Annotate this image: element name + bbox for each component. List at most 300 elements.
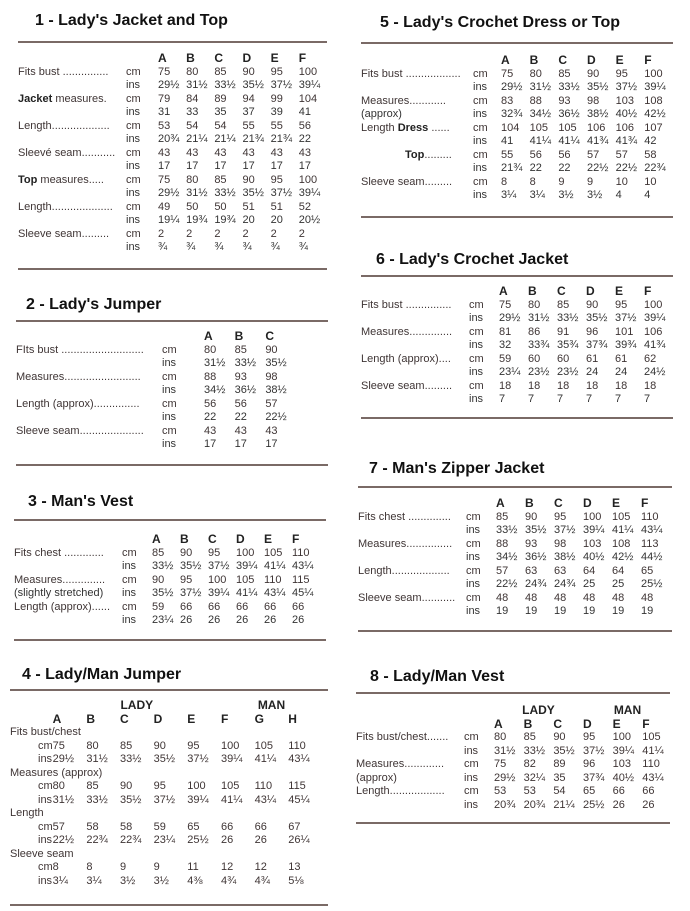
size-value: 63 xyxy=(554,564,567,577)
size-header-row xyxy=(14,533,320,547)
size-value: 41¾ xyxy=(644,339,666,351)
table-row xyxy=(361,393,673,407)
table-row xyxy=(361,380,673,394)
size-value: 62 xyxy=(644,352,657,365)
size-value: 58 xyxy=(119,820,133,833)
table-row xyxy=(358,578,670,592)
size-value: 55 xyxy=(242,119,255,132)
size-value: 98 xyxy=(554,537,567,550)
size-value: 89 xyxy=(214,92,227,105)
size-value: 110 xyxy=(254,780,273,792)
size-value: ¾ xyxy=(158,241,168,253)
size-value: 31½ xyxy=(186,187,208,199)
size-value: 66 xyxy=(642,785,655,797)
table-row xyxy=(14,547,320,561)
row-label: Fits chest ............. xyxy=(14,546,104,559)
size-value: 85 xyxy=(496,510,509,523)
unit-label: cm xyxy=(466,591,481,604)
size-value: 85 xyxy=(558,67,571,80)
size-value: 90 xyxy=(586,298,599,311)
row-label xyxy=(18,241,126,255)
size-value: 45¼ xyxy=(288,793,310,806)
size-value: 31½ xyxy=(529,81,552,93)
size-value: 53 xyxy=(494,785,507,797)
size-value: 21¾ xyxy=(270,133,293,145)
size-letter-a: A xyxy=(52,711,62,726)
row-label xyxy=(18,187,126,201)
size-value: 59 xyxy=(152,600,165,613)
size-value: 21¼ xyxy=(186,133,208,145)
size-value: 20½ xyxy=(298,214,321,226)
size-value: 10 xyxy=(644,175,657,188)
row-label xyxy=(16,384,162,398)
size-value: 37½ xyxy=(270,79,293,91)
size-value: 86 xyxy=(528,325,541,338)
row-label xyxy=(361,189,473,203)
size-value: 80 xyxy=(494,731,507,743)
row-label xyxy=(358,605,466,619)
size-value: 90 xyxy=(153,739,166,752)
size-value: 17 xyxy=(270,160,283,172)
size-value: 110 xyxy=(642,758,660,770)
size-value: 110 xyxy=(264,573,282,586)
size-value: 18 xyxy=(586,379,599,392)
size-value: 31½ xyxy=(528,312,550,324)
size-value: 22 xyxy=(234,411,247,423)
table-row xyxy=(18,241,327,255)
size-letter-c: C xyxy=(554,496,563,510)
row-label: Fits bust ............... xyxy=(361,298,452,311)
size-value: 25 xyxy=(583,578,596,590)
row-label-rest: ......... xyxy=(424,148,452,161)
size-value: 115 xyxy=(288,780,306,792)
unit-label: ins xyxy=(469,339,484,351)
size-value: 31½ xyxy=(494,744,516,757)
unit-label: cm xyxy=(122,546,137,559)
size-value: 35½ xyxy=(525,524,547,536)
unit-label: cm xyxy=(473,67,488,80)
size-value: 95 xyxy=(187,739,200,752)
unit-label: ins xyxy=(162,384,177,396)
size-value: 21¼ xyxy=(214,133,236,145)
size-value: 12 xyxy=(254,861,267,873)
size-table xyxy=(356,704,672,812)
size-value: 98 xyxy=(586,94,600,107)
size-value: 94 xyxy=(242,92,255,105)
size-value: 90 xyxy=(119,780,133,792)
size-value: 3¼ xyxy=(52,874,68,887)
size-value: 103 xyxy=(583,537,602,550)
row-label: Measures......................... xyxy=(16,370,141,383)
size-value: 66 xyxy=(612,785,625,797)
unit-label: ins xyxy=(473,135,488,147)
size-value: 22 xyxy=(558,162,571,174)
size-value: 43 xyxy=(242,146,255,159)
row-label xyxy=(361,312,469,326)
size-value: 80 xyxy=(186,173,199,186)
table-row xyxy=(18,174,327,188)
size-value: 85 xyxy=(234,343,247,356)
size-letter-b: B xyxy=(525,496,534,510)
size-value: 37½ xyxy=(187,753,209,765)
size-value: 37½ xyxy=(180,587,202,599)
divider xyxy=(358,630,672,632)
group-name: Length xyxy=(10,807,44,819)
size-value: 66 xyxy=(180,600,193,613)
size-value: 35½ xyxy=(153,753,176,765)
size-value: 100 xyxy=(644,298,663,311)
size-table xyxy=(14,533,320,628)
table-row xyxy=(361,81,673,95)
size-value: 80 xyxy=(204,343,217,356)
size-value: 31 xyxy=(158,106,171,118)
size-value: 20¾ xyxy=(158,133,180,145)
size-value: 39¼ xyxy=(612,744,635,757)
size-value: 7 xyxy=(557,393,564,405)
size-value: ¾ xyxy=(242,241,252,253)
size-value: 40½ xyxy=(612,771,635,784)
size-value: 24 xyxy=(615,366,628,378)
size-value: 23¼ xyxy=(499,366,521,378)
size-value: 19 xyxy=(583,605,596,617)
table-row xyxy=(356,758,672,772)
size-value: 19 xyxy=(612,605,625,617)
size-value: 43 xyxy=(265,424,278,437)
size-letter-f: F xyxy=(298,51,307,65)
size-value: 66 xyxy=(208,600,221,613)
header-spacer xyxy=(18,52,126,66)
size-letter-b: B xyxy=(528,284,537,298)
size-value: 37½ xyxy=(153,793,176,806)
row-label-bold: Jacket xyxy=(18,92,53,105)
size-value: 19¼ xyxy=(158,214,180,226)
unit-label: cm xyxy=(162,397,177,410)
unit-label: cm xyxy=(162,424,177,437)
header-spacer xyxy=(361,285,469,299)
row-label: Length (approx)...... xyxy=(14,600,110,613)
size-value: ¾ xyxy=(214,241,224,253)
size-letter-e: E xyxy=(615,284,624,298)
table-row xyxy=(16,425,296,439)
size-value: 20¾ xyxy=(523,798,546,811)
table-row xyxy=(10,875,322,889)
size-table xyxy=(18,52,327,255)
size-value: 50 xyxy=(214,200,227,213)
size-value: 22¾ xyxy=(644,162,666,174)
size-value: 22½ xyxy=(265,411,287,423)
table-row xyxy=(358,551,670,565)
size-value: 22½ xyxy=(496,578,518,590)
unit-label: cm xyxy=(473,148,488,161)
group-name: Sleeve seam xyxy=(10,847,74,860)
size-value: 22¾ xyxy=(86,834,108,846)
table-row xyxy=(356,799,672,813)
size-value: 95 xyxy=(270,173,283,186)
table-row xyxy=(18,79,327,93)
unit-label: cm xyxy=(38,780,53,792)
table-row xyxy=(358,524,670,538)
row-label: (slightly stretched) xyxy=(14,587,104,599)
size-value: 67 xyxy=(288,820,301,833)
size-value: 106 xyxy=(644,325,663,338)
size-letter-f: F xyxy=(642,716,650,731)
row-label: Fits bust .................. xyxy=(361,67,461,80)
table-row xyxy=(361,176,673,190)
size-value: 39¾ xyxy=(615,339,637,351)
size-value: 4¾ xyxy=(254,874,270,887)
size-header-row xyxy=(358,497,670,511)
size-value: 39¼ xyxy=(298,79,321,91)
header-spacer xyxy=(14,533,122,547)
size-value: 3½ xyxy=(586,189,603,201)
size-value: 39 xyxy=(270,106,283,118)
size-value: 57 xyxy=(52,820,65,833)
size-letter-e: E xyxy=(270,51,279,65)
table-row xyxy=(10,834,322,848)
unit-label: ins xyxy=(473,189,488,201)
size-letter-d: D xyxy=(586,53,596,67)
unit-label: ins xyxy=(466,551,481,563)
size-value: 31½ xyxy=(186,79,208,91)
size-value: 3½ xyxy=(153,874,169,887)
size-value: 29½ xyxy=(52,753,75,765)
size-letter-g: G xyxy=(254,711,264,726)
unit-label: ins xyxy=(469,393,484,405)
size-value: 2 xyxy=(270,227,277,240)
row-label xyxy=(361,135,473,149)
header-spacer xyxy=(358,497,466,511)
size-letter-e: E xyxy=(264,532,273,546)
size-value: 39¼ xyxy=(236,560,258,572)
size-value: 96 xyxy=(586,325,599,338)
row-label xyxy=(361,81,473,95)
unit-label: cm xyxy=(126,92,141,105)
table-row xyxy=(361,326,673,340)
size-value: 100 xyxy=(644,67,663,80)
row-label xyxy=(18,174,126,188)
size-value: 22 xyxy=(298,133,312,145)
row-label: Length................... xyxy=(18,119,110,132)
row-label: Measures.............. xyxy=(14,573,106,586)
header-spacer xyxy=(10,713,53,727)
size-letter-e: E xyxy=(187,711,196,726)
size-value: 36½ xyxy=(234,384,257,396)
size-value: 43¼ xyxy=(641,524,663,536)
size-value: 93 xyxy=(558,94,571,107)
divider xyxy=(14,639,326,641)
row-label: Measures............ xyxy=(361,94,446,107)
size-value: 9 xyxy=(586,175,594,188)
unit-label: ins xyxy=(162,357,177,369)
row-label: Sleevé seam........... xyxy=(18,146,116,159)
size-letter-b: B xyxy=(86,711,95,726)
table-row xyxy=(361,135,673,149)
size-value: 41¼ xyxy=(220,793,243,806)
header-spacer xyxy=(361,54,473,68)
divider xyxy=(16,464,328,466)
size-value: 56 xyxy=(204,397,217,410)
divider xyxy=(358,486,672,488)
size-value: 2 xyxy=(242,227,249,240)
size-value: 8 xyxy=(86,861,93,873)
size-letter-b: B xyxy=(529,53,539,67)
size-value: 105 xyxy=(254,739,273,752)
size-value: 35 xyxy=(214,106,227,118)
size-value: 41¾ xyxy=(586,135,609,147)
size-table xyxy=(361,285,673,407)
size-value: 85 xyxy=(214,173,227,186)
size-value: 34½ xyxy=(529,108,552,120)
size-value: 9 xyxy=(153,861,160,873)
size-value: 81 xyxy=(499,325,512,338)
row-label xyxy=(358,578,466,592)
size-value: 39¼ xyxy=(208,587,230,599)
size-value: 80 xyxy=(529,67,542,80)
section-title: 1 - Lady's Jacket and Top xyxy=(35,12,228,29)
size-value: 36½ xyxy=(558,108,580,120)
section-title: 4 - Lady/Man Jumper xyxy=(22,666,182,683)
table-row xyxy=(361,108,673,122)
size-value: 75 xyxy=(52,739,65,752)
size-value: 107 xyxy=(644,121,663,134)
size-value: 110 xyxy=(292,546,310,559)
size-value: 33½ xyxy=(557,312,579,324)
divider xyxy=(361,417,673,419)
size-value: 33½ xyxy=(214,79,236,91)
row-label xyxy=(356,745,464,759)
size-letter-a: A xyxy=(501,53,510,67)
size-value: 48 xyxy=(641,591,654,604)
size-value: 18 xyxy=(528,379,541,392)
table-row xyxy=(14,614,320,628)
section-title: 2 - Lady's Jumper xyxy=(26,296,162,313)
row-label xyxy=(16,438,162,452)
header-spacer xyxy=(356,704,464,718)
size-value: 22½ xyxy=(615,162,638,174)
size-value: 56 xyxy=(298,119,312,132)
unit-label: ins xyxy=(466,524,481,536)
size-value: 19 xyxy=(641,605,654,617)
size-value: 43¼ xyxy=(292,560,314,572)
size-value: 7 xyxy=(644,393,651,405)
size-value: 18 xyxy=(499,379,512,392)
unit-label: ins xyxy=(162,411,177,423)
size-letter-d: D xyxy=(583,496,592,510)
size-value: 99 xyxy=(270,92,283,105)
size-value: 9 xyxy=(558,175,565,188)
size-value: 8 xyxy=(52,861,59,873)
table-row xyxy=(16,344,296,358)
row-label: Length (approx)............... xyxy=(16,397,140,410)
divider xyxy=(361,42,673,44)
size-value: 103 xyxy=(612,758,631,770)
size-value: 35½ xyxy=(553,744,575,757)
size-value: 43¼ xyxy=(264,587,286,599)
size-value: 41¼ xyxy=(236,587,258,599)
size-value: 84 xyxy=(186,92,199,105)
table-row xyxy=(10,780,322,794)
unit-label: cm xyxy=(162,343,177,356)
size-value: 21¼ xyxy=(553,798,575,811)
size-value: 106 xyxy=(586,121,606,134)
header-spacer xyxy=(473,54,501,68)
unit-label: ins xyxy=(464,744,479,757)
size-value: 17 xyxy=(186,160,199,172)
size-letter-b: B xyxy=(186,51,195,65)
size-letter-a: A xyxy=(496,496,505,510)
size-value: 33¾ xyxy=(528,339,550,351)
size-value: 90 xyxy=(242,173,255,186)
divider xyxy=(10,904,328,906)
size-value: 32¼ xyxy=(523,771,546,784)
divider xyxy=(14,519,326,521)
size-value: 17 xyxy=(204,438,217,450)
size-value: 33½ xyxy=(86,793,108,806)
divider xyxy=(361,275,673,277)
size-value: 25½ xyxy=(641,578,663,590)
size-value: 105 xyxy=(558,121,577,134)
unit-label: cm xyxy=(466,510,481,523)
section-title: 8 - Lady/Man Vest xyxy=(370,668,505,685)
unit-label: cm xyxy=(38,739,53,752)
size-value: 80 xyxy=(86,739,99,752)
unit-label: cm xyxy=(464,785,479,797)
size-letter-a: A xyxy=(158,51,167,65)
size-value: 104 xyxy=(298,92,318,105)
size-value: 64 xyxy=(583,564,596,577)
size-value: 57 xyxy=(615,148,628,161)
row-label: Measures.............. xyxy=(361,325,453,338)
size-value: 88 xyxy=(496,537,509,550)
size-value: 42½ xyxy=(612,551,634,563)
row-label xyxy=(14,560,122,574)
table-row xyxy=(14,601,320,615)
divider xyxy=(18,41,327,43)
table-row xyxy=(361,312,673,326)
size-value: 48 xyxy=(496,591,509,604)
size-value: 95 xyxy=(208,546,221,559)
size-value: 22½ xyxy=(586,162,609,174)
size-value: 56 xyxy=(529,148,542,161)
size-value: 41¼ xyxy=(254,753,277,765)
row-label-bold: Top xyxy=(405,148,425,161)
row-label xyxy=(16,357,162,371)
size-value: 100 xyxy=(298,65,318,78)
row-label xyxy=(361,122,473,136)
group-header-row xyxy=(10,699,322,713)
divider xyxy=(18,268,327,270)
size-value: 108 xyxy=(644,94,663,107)
table-row xyxy=(16,398,296,412)
size-value: 3¼ xyxy=(501,189,517,201)
size-value: 56 xyxy=(234,397,247,410)
size-letter-c: C xyxy=(553,716,562,731)
table-row xyxy=(18,106,327,120)
row-label: Measures............. xyxy=(356,758,445,770)
size-value: 43 xyxy=(204,424,217,437)
size-value: 51 xyxy=(270,200,283,213)
header-spacer xyxy=(126,52,158,66)
size-value: 95 xyxy=(270,65,283,78)
row-label xyxy=(18,106,126,120)
size-value: 11 xyxy=(187,861,199,873)
unit-label: ins xyxy=(122,614,137,626)
size-letter-c: C xyxy=(208,532,217,546)
table-row xyxy=(358,538,670,552)
table-row xyxy=(16,438,296,452)
size-value: 8 xyxy=(529,175,536,188)
size-value: 19 xyxy=(496,605,509,617)
